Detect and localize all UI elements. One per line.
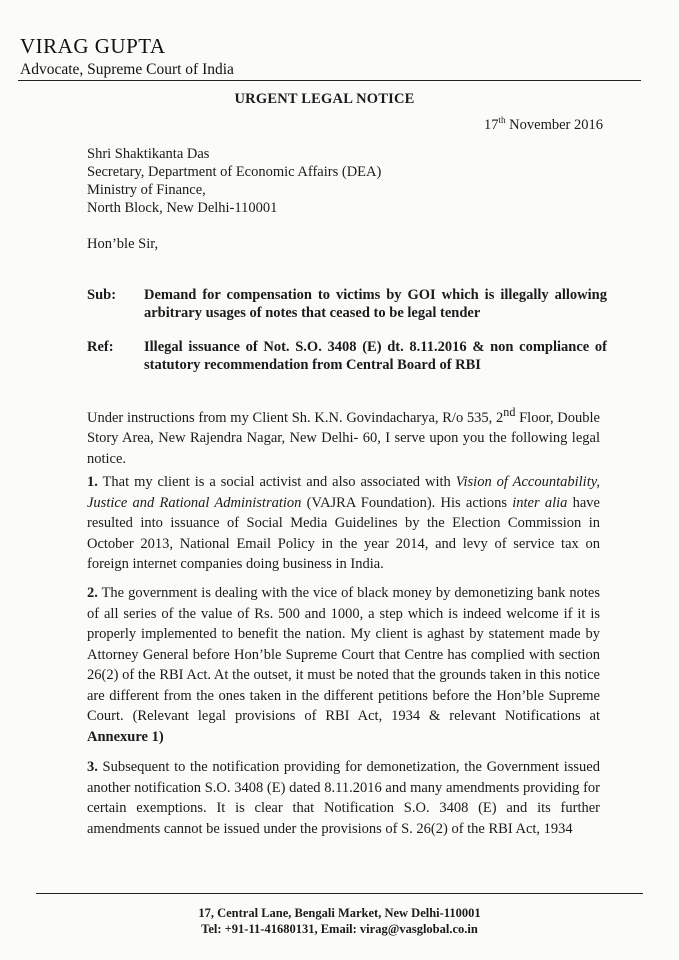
intro-paragraph bbox=[87, 402, 600, 469]
paragraph-text: The government is dealing with the vice of black money by demonetizing bank notes of all series of the value of Rs. 500 and 1000, a step which is indeed welcome if it is properly implemented to benefit the nation. My client is aghast by statement made by Attorney General before Hon’ble Supreme Court that Centre has complied with section 26(2) of the RBI Act. At the outset, it must be noted that the grounds taken in this notice are different from the ones taken in the different petitions before the Hon’ble Supreme Court. (Relevant legal provisions of RBI Act, 1934 & relevant Notifications at bbox=[87, 585, 600, 724]
annexure-ref: Annexure 1) bbox=[87, 728, 164, 745]
paragraph-number: 2. bbox=[87, 585, 98, 601]
addressee-line: Secretary, Department of Economic Affairs (DEA) bbox=[87, 164, 382, 180]
date-suffix: th bbox=[498, 115, 506, 125]
footer-divider bbox=[36, 893, 643, 894]
subject-block bbox=[87, 287, 607, 322]
addressee-block bbox=[87, 145, 381, 217]
paragraph-number: 1. bbox=[87, 474, 98, 490]
notice-title: URGENT LEGAL NOTICE bbox=[234, 91, 415, 107]
intro-sup: nd bbox=[503, 405, 516, 419]
salutation: Hon’ble Sir, bbox=[87, 236, 159, 252]
footer-address: 17, Central Lane, Bengali Market, New Delhi-110001 bbox=[198, 906, 481, 920]
paragraph-text: Subsequent to the notification providing for demonetization, the Government issued another notification S.O. 3408 (E) dated 8.11.2016 and many amendments providing for certain exemptions. It is clear that Notification S.O. 3408 (E) and its further amendments cannot be issued under the provisions of S. 26(2) of the RBI Act, 1934 bbox=[87, 759, 600, 837]
paragraph-text: have resulted into issuance of Social Media Guidelines by the Election Commission in October 2013, National Email Policy in the year 2014, and levy of service tax on foreign internet companies doing business in India. bbox=[87, 494, 600, 572]
subject-text: Demand for compensation to victims by GOI which is illegally allowing arbitrary usages of notes that ceased to be legal tender bbox=[144, 287, 607, 321]
addressee-line: North Block, New Delhi-110001 bbox=[87, 200, 278, 216]
letterhead-name: VIRAG GUPTA bbox=[20, 34, 166, 58]
reference-block bbox=[87, 339, 607, 374]
addressee-line: Ministry of Finance, bbox=[87, 182, 206, 198]
date-day: 17 bbox=[484, 116, 499, 133]
paragraph-2 bbox=[87, 583, 600, 747]
paragraph-italic: inter alia bbox=[512, 494, 568, 511]
intro-text: Under instructions from my Client Sh. K.N. Govindacharya, R/o 535, 2 bbox=[87, 409, 504, 426]
letterhead-designation: Advocate, Supreme Court of India bbox=[20, 61, 234, 78]
footer bbox=[0, 905, 679, 937]
paragraph-1 bbox=[87, 472, 600, 575]
paragraph-italic: Vision of Accountability, Justice and Rational Administration bbox=[87, 474, 600, 511]
header-divider bbox=[18, 80, 641, 81]
paragraph-3 bbox=[87, 757, 600, 839]
paragraph-number: 3. bbox=[87, 759, 98, 775]
date-rest: November 2016 bbox=[505, 116, 603, 133]
paragraph-text: (VAJRA Foundation). His actions bbox=[301, 494, 513, 511]
intro-text: Floor, Double Story Area, New Rajendra Nagar, New Delhi- 60, I serve upon you the following legal notice. bbox=[87, 409, 600, 467]
reference-label: Ref: bbox=[87, 339, 114, 355]
paragraph-text: That my client is a social activist and also associated with bbox=[97, 474, 456, 490]
footer-contact: Tel: +91-11-41680131, Email: virag@vasglobal.co.in bbox=[201, 922, 478, 936]
reference-text: Illegal issuance of Not. S.O. 3408 (E) dt. 8.11.2016 & non compliance of statutory recommendation from Central Board of RBI bbox=[144, 339, 607, 373]
notice-date bbox=[484, 115, 603, 134]
subject-label: Sub: bbox=[87, 287, 117, 303]
addressee-name: Shri Shaktikanta Das bbox=[87, 146, 210, 162]
